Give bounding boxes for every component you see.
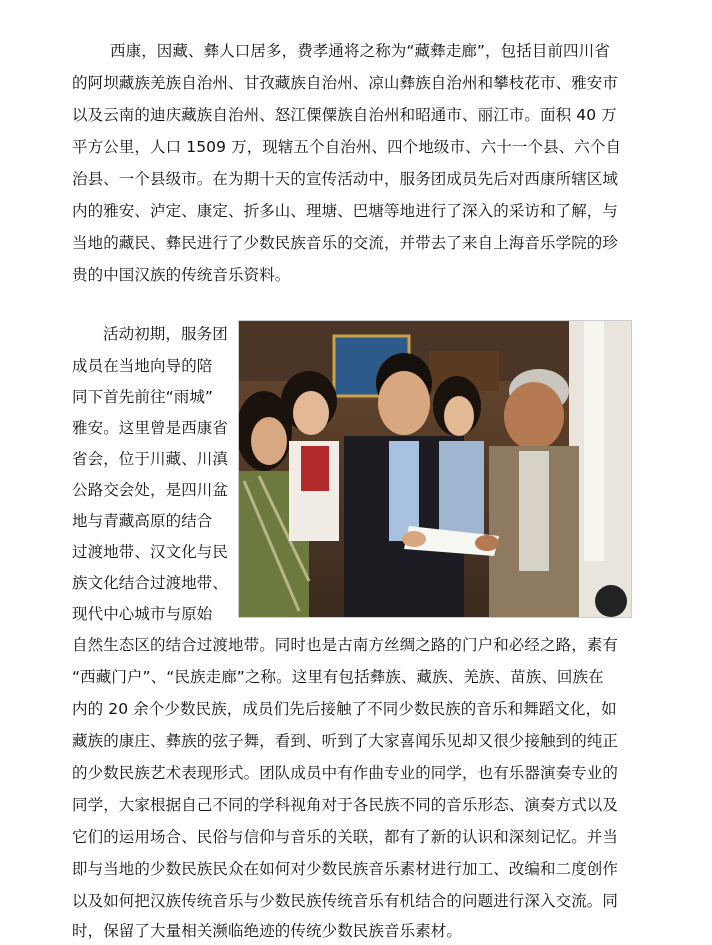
text-line: “西藏门户”、“民族走廊”之称。这里有包括彝族、藏族、羌族、苗族、回族在 <box>72 668 604 686</box>
text-line: 族文化结合过渡地带、 <box>72 574 229 592</box>
text-line: 的少数民族艺术表现形式。团队成员中有作曲专业的同学，也有乐器演奏专业的 <box>72 764 619 782</box>
event-photo-illustration <box>239 321 631 617</box>
event-photo <box>238 320 632 618</box>
text-line: 公路交会处，是四川盆 <box>72 481 229 499</box>
text-line: 藏族的康庄、彝族的弦子舞，看到、听到了大家喜闻乐见却又很少接触到的纯正 <box>72 732 619 750</box>
text-line: 活动初期，服务团 <box>103 325 228 343</box>
text-line: 以及如何把汉族传统音乐与少数民族传统音乐有机结合的问题进行深入交流。同 <box>72 892 619 910</box>
text-line: 成员在当地向导的陪 <box>72 357 213 375</box>
text-line: 雅安。这里曾是西康省 <box>72 419 229 437</box>
text-line: 它们的运用场合、民俗与信仰与音乐的关联，都有了新的认识和深刻记忆。并当 <box>72 828 619 846</box>
text-line: 时，保留了大量相关濒临绝迹的传统少数民族音乐素材。 <box>72 922 463 940</box>
text-line: 即与当地的少数民族民众在如何对少数民族音乐素材进行加工、改编和二度创作 <box>72 860 619 878</box>
text-line: 内的雅安、泸定、康定、折多山、理塘、巴塘等地进行了深入的采访和了解，与 <box>72 202 619 220</box>
text-line: 治县、一个县级市。在为期十天的宣传活动中，服务团成员先后对西康所辖区域 <box>72 170 619 188</box>
text-line: 以及云南的迪庆藏族自治州、怒江傈僳族自治州和昭通市、丽江市。面积 40 万 <box>72 106 617 124</box>
text-line: 现代中心城市与原始 <box>72 605 213 623</box>
text-line: 同下首先前往“雨城” <box>72 388 214 406</box>
text-line: 的阿坝藏族羌族自治州、甘孜藏族自治州、凉山彝族自治州和攀枝花市、雅安市 <box>72 74 619 92</box>
text-line: 贵的中国汉族的传统音乐资料。 <box>72 266 291 284</box>
text-line: 平方公里，人口 1509 万，现辖五个自治州、四个地级市、六十一个县、六个自 <box>72 138 622 156</box>
text-line: 省会，位于川藏、川滇 <box>72 450 229 468</box>
text-line: 地与青藏高原的结合 <box>72 512 213 530</box>
text-line: 西康，因藏、彝人口居多，费孝通将之称为“藏彝走廊”，包括目前四川省 <box>110 42 610 60</box>
text-line: 同学，大家根据自己不同的学科视角对于各民族不同的音乐形态、演奏方式以及 <box>72 796 619 814</box>
text-line: 过渡地带、汉文化与民 <box>72 543 229 561</box>
text-line: 当地的藏民、彝民进行了少数民族音乐的交流，并带去了来自上海音乐学院的珍 <box>72 234 619 252</box>
text-line: 自然生态区的结合过渡地带。同时也是古南方丝绸之路的门户和必经之路，素有 <box>72 636 619 654</box>
text-line: 内的 20 余个少数民族，成员们先后接触了不同少数民族的音乐和舞蹈文化，如 <box>72 700 617 718</box>
